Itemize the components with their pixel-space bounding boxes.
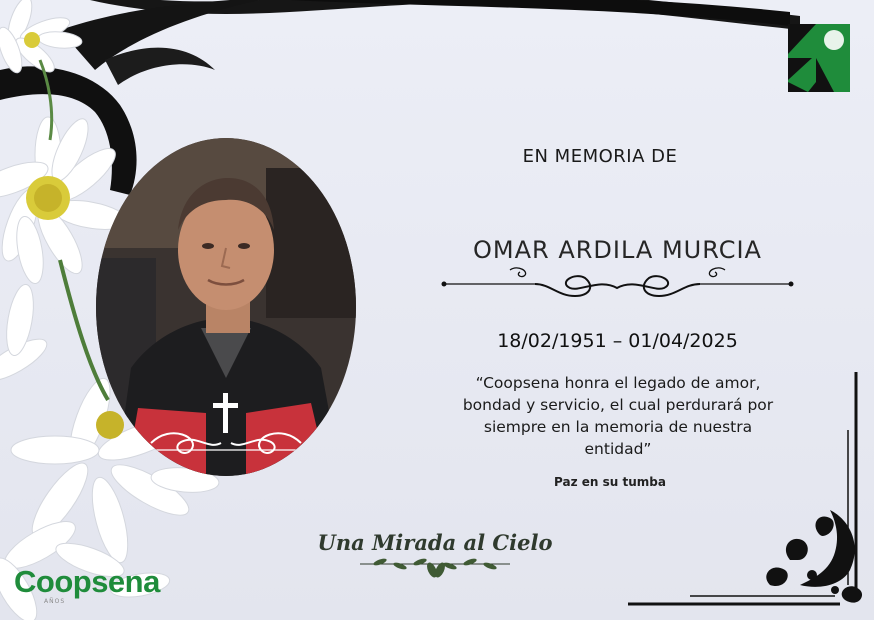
brand-sub: AÑOS [44,598,66,605]
coopsena-brand [14,560,214,608]
life-dates: 18/02/1951 – 01/04/2025 [497,330,738,352]
brand-name: Coopsena [14,564,160,599]
farewell-text: Paz en su tumba [554,475,666,489]
memorial-heading: EN MEMORIA DE [522,146,678,167]
tribute-quote: “Coopsena honra el legado de amor, bondad y servicio, el cual perdurará por siempre en la memoria de nuestra entidad” [462,374,774,458]
tagline: Una Mirada al Cielo [317,530,553,555]
deceased-name: OMAR ARDILA MURCIA [473,236,762,264]
